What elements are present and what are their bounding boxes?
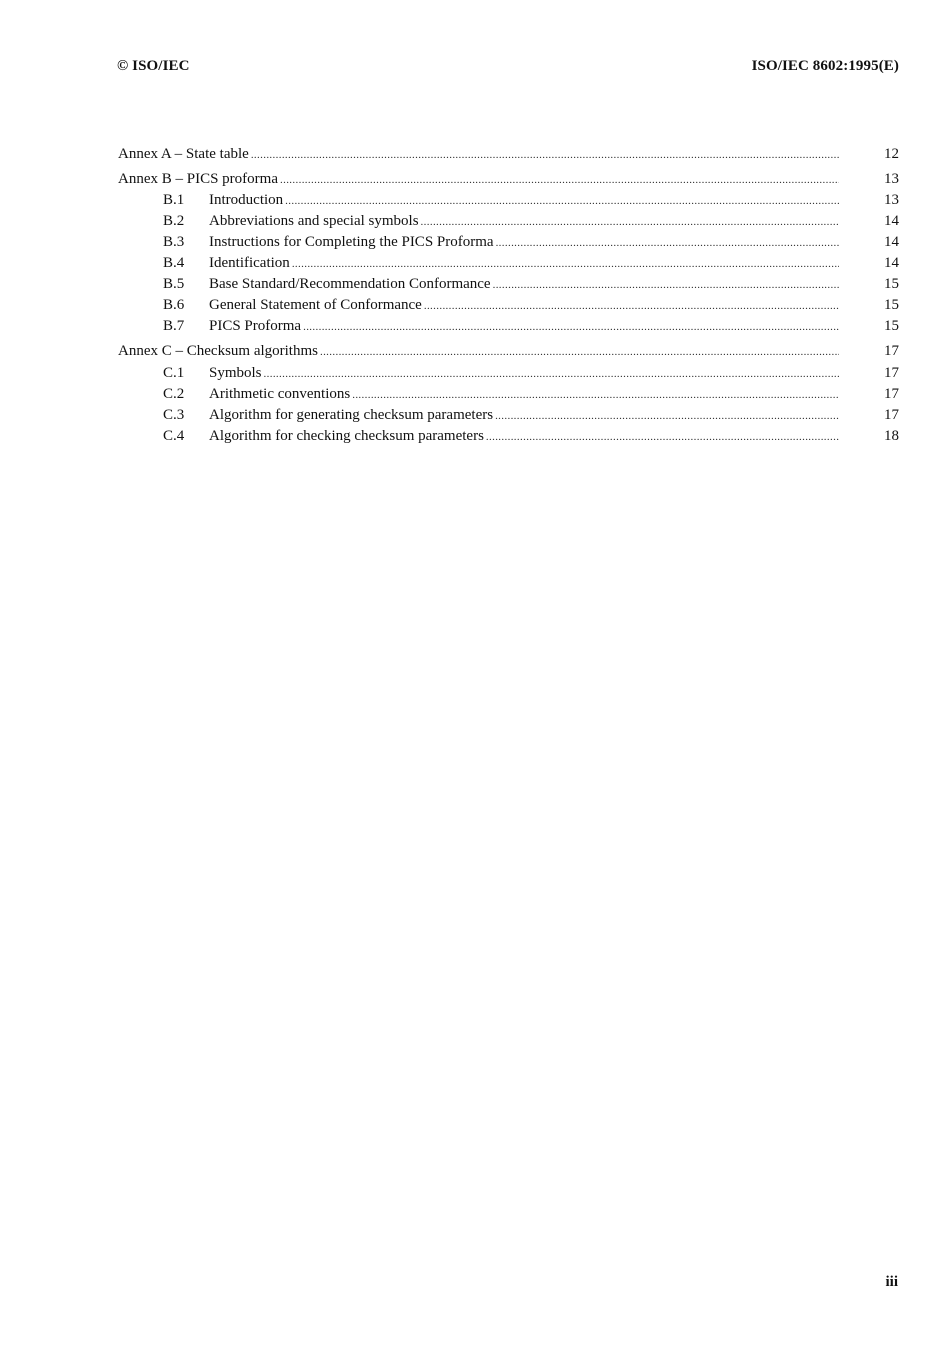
toc-entry-title: General Statement of Conformance [209, 297, 422, 313]
toc-entry[interactable] [118, 383, 899, 405]
toc-entry[interactable] [118, 362, 899, 384]
toc-dot-leader [495, 405, 839, 427]
toc-dot-leader [352, 384, 839, 406]
toc-entry[interactable] [118, 231, 899, 253]
toc-entry-title: Symbols [209, 365, 262, 381]
toc-entry-title: PICS Proforma [209, 318, 302, 334]
toc-entry-number: C.2 [163, 386, 185, 402]
toc-entry-number: B.4 [163, 255, 185, 271]
toc-entry-page: 17 [884, 343, 899, 359]
toc-entry-number: C.1 [163, 365, 185, 381]
toc-entry[interactable] [118, 189, 899, 211]
toc-dot-leader [264, 363, 839, 385]
toc-dot-leader [303, 316, 839, 338]
toc-entry-number: B.7 [163, 318, 185, 334]
toc-entry-title: Annex A – State table [118, 146, 249, 162]
toc-entry-title: Identification [209, 255, 290, 271]
toc-entry[interactable] [118, 404, 899, 426]
toc-dot-leader [493, 274, 839, 296]
toc-entry-title: Abbreviations and special symbols [209, 213, 419, 229]
toc-entry-title: Annex C – Checksum algorithms [118, 343, 318, 359]
toc-entry-number: B.1 [163, 192, 185, 208]
toc-dot-leader [280, 169, 839, 191]
toc-dot-leader [285, 190, 839, 212]
toc-entry[interactable] [118, 315, 899, 337]
toc-entry[interactable] [118, 294, 899, 316]
toc-entry-page: 14 [884, 234, 899, 250]
toc-dot-leader [496, 232, 839, 254]
toc-entry[interactable] [118, 143, 899, 165]
toc-entry-title: Arithmetic conventions [209, 386, 351, 402]
toc-entry-number: B.6 [163, 297, 185, 313]
toc-entry-page: 15 [884, 318, 899, 334]
toc-entry-page: 14 [884, 213, 899, 229]
toc-entry[interactable] [118, 273, 899, 295]
toc-entry-page: 18 [884, 428, 899, 444]
header-document-id: ISO/IEC 8602:1995(E) [751, 58, 899, 74]
toc-entry-page: 17 [884, 365, 899, 381]
toc-entry-number: B.3 [163, 234, 185, 250]
toc-entry-page: 13 [884, 192, 899, 208]
toc-entry-page: 12 [884, 146, 899, 162]
toc-dot-leader [486, 426, 839, 448]
page-number: iii [885, 1274, 898, 1290]
toc-dot-leader [251, 144, 839, 166]
toc-entry[interactable] [118, 340, 899, 362]
toc-entry-page: 14 [884, 255, 899, 271]
toc-entry-title: Algorithm for generating checksum parameters [209, 407, 494, 423]
toc-entry-title: Annex B – PICS proforma [118, 171, 278, 187]
toc-dot-leader [320, 341, 839, 363]
toc-entry-page: 17 [884, 407, 899, 423]
header-copyright: © ISO/IEC [117, 58, 190, 74]
toc-entry-page: 15 [884, 297, 899, 313]
toc-entry-title: Introduction [209, 192, 284, 208]
toc-entry-number: B.5 [163, 276, 185, 292]
toc-entry-number: B.2 [163, 213, 185, 229]
toc-entry[interactable] [118, 252, 899, 274]
toc-entry[interactable] [118, 210, 899, 232]
toc-dot-leader [424, 295, 839, 317]
toc-entry-page: 17 [884, 386, 899, 402]
toc-entry-title: Algorithm for checking checksum parameters [209, 428, 484, 444]
toc-dot-leader [292, 253, 839, 275]
toc-entry-title: Instructions for Completing the PICS Proforma [209, 234, 494, 250]
toc-entry[interactable] [118, 168, 899, 190]
toc-entry-number: C.4 [163, 428, 185, 444]
toc-dot-leader [421, 211, 839, 233]
toc-entry-number: C.3 [163, 407, 185, 423]
toc-entry-page: 15 [884, 276, 899, 292]
toc-entry-title: Base Standard/Recommendation Conformance [209, 276, 491, 292]
toc-entry[interactable] [118, 425, 899, 447]
toc-entry-page: 13 [884, 171, 899, 187]
